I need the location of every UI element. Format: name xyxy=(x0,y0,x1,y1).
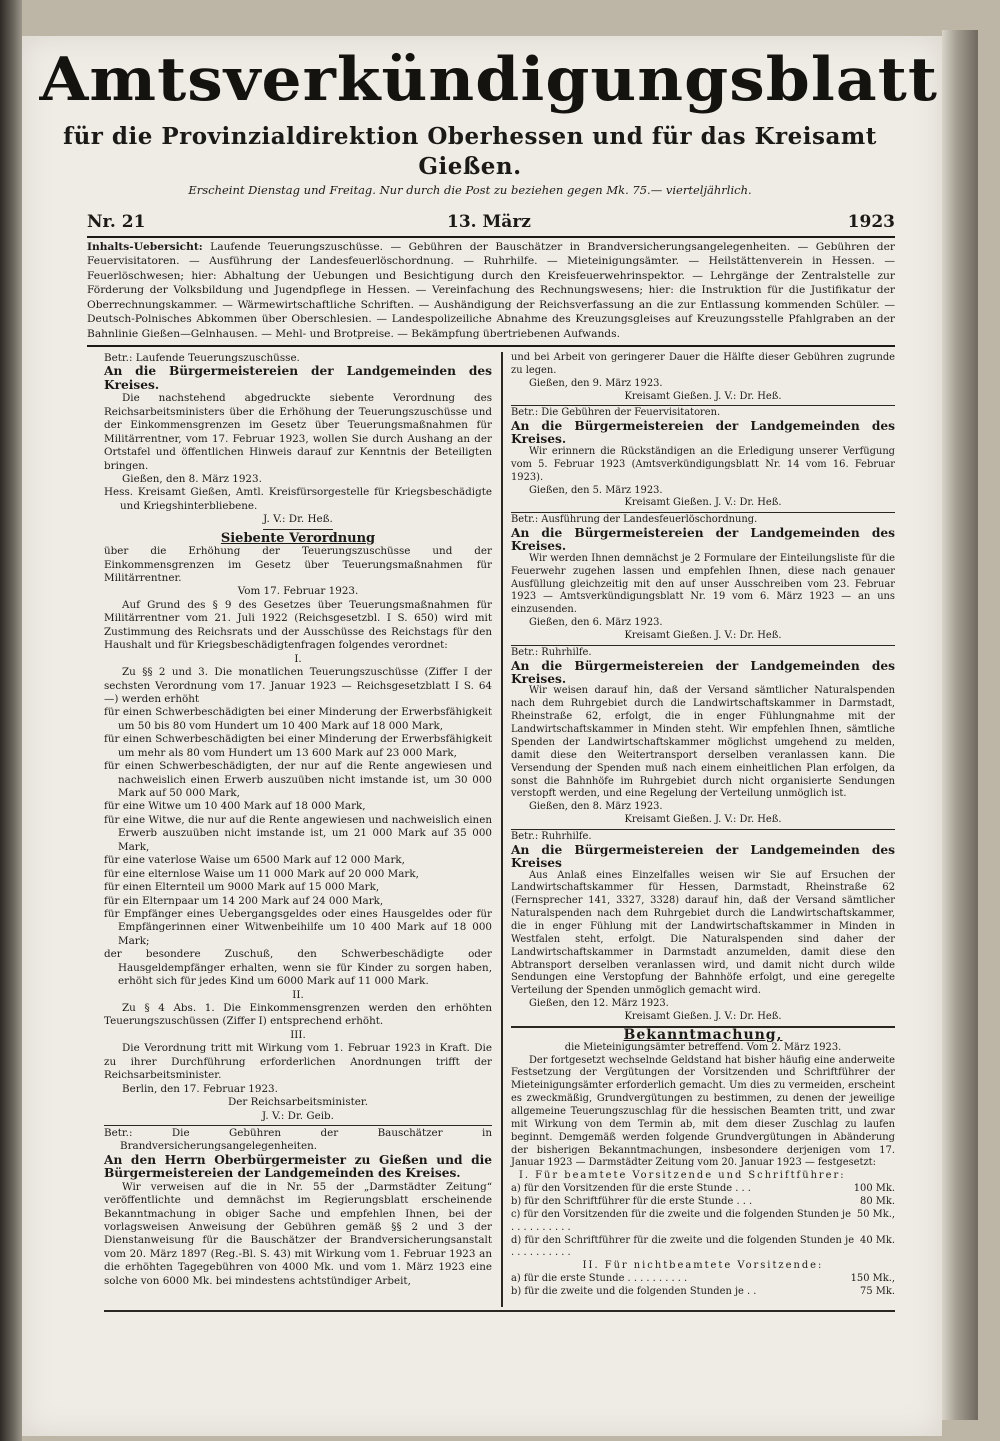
article-body: Die nachstehend abgedruckte siebente Verordnung des Reichsarbeitsministers über die Erhöhung der Teuerungszuschüsse und der Einkommensgrenzen im Gesetz über Teuerungsmaßnahmen für Militärrentner, vom 17. Februar 1923, wollen Sie durch Aushang an der Ortstafel und öffentlichen Hinweis darauf zur Kenntnis der Beteiligten bringen. xyxy=(104,392,492,472)
announcement-title: Bekanntmachung, xyxy=(623,1026,783,1043)
article-addressee: An die Bürgermeistereien der Landgemeinden des Kreises. xyxy=(511,658,895,686)
divider xyxy=(511,512,895,513)
list-item: für einen Schwerbeschädigten, der nur auf die Rente angewiesen und nachweislich einen Erwerb auszuüben nicht imstande ist, um 30 000 Mark auf 50 000 Mark, xyxy=(104,760,492,799)
article-signature: Kreisamt Gießen. J. V.: Dr. Heß. xyxy=(624,1010,782,1022)
article-subject: Betr.: Die Gebühren der Feuervisitatoren. xyxy=(511,407,721,419)
article-subject: Betr.: Ausführung der Landesfeuerlöschordnung. xyxy=(511,514,758,526)
issue-date: 13. März xyxy=(447,212,531,232)
list-item: für einen Schwerbeschädigten bei einer Minderung der Erwerbsfähigkeit um 50 bis 80 vom Hundert um 10 400 Mark auf 18 000 Mark, xyxy=(104,706,492,732)
fee-amount: 40 Mk. xyxy=(860,1234,895,1246)
article-body-continued: und bei Arbeit von geringerer Dauer die Hälfte dieser Gebühren zugrunde zu legen. xyxy=(511,352,895,376)
article-addressee: An die Bürgermeistereien der Landgemeinden des Kreises xyxy=(511,842,895,870)
table-of-contents xyxy=(87,240,895,347)
fee-amount: 75 Mk. xyxy=(860,1286,895,1298)
article-place-date: Gießen, den 6. März 1923. xyxy=(529,617,663,629)
book-spine-shadow xyxy=(0,0,22,1441)
article-signature: J. V.: Dr. Heß. xyxy=(263,513,333,526)
list-item: für Empfänger eines Uebergangsgeldes oder eines Hausgeldes oder für Empfängerinnen einer Witwenbeihilfe um 10 400 Mark auf 18 000 Mark; xyxy=(104,907,492,947)
article-subject: Betr.: Die Gebühren der Bauschätzer in Brandversicherungsangelegenheiten. xyxy=(104,1126,492,1153)
article-signature: Kreisamt Gießen. J. V.: Dr. Heß. xyxy=(624,390,782,402)
ordinance-date: Vom 17. Februar 1923. xyxy=(237,585,359,598)
fee-row xyxy=(511,1209,895,1235)
list-item: der besondere Zuschuß, den Schwerbeschädigte oder Hausgeldempfänger erhalten, wenn sie für Kinder zu sorgen haben, erhöht sich für jedes Kind um 6000 Mark auf 11 000 Mark. xyxy=(104,948,492,988)
page-edge-stack xyxy=(942,30,978,1420)
article-body: Wir weisen darauf hin, daß der Versand sämtlicher Naturalspenden nach dem Ruhrgebiet durch die Landwirtschaftskammer in Darmstadt, Rheinstraße 62, erfolgt, die in enger Fühlungnahme mit der Landwirtschaftskammer in Minden steht. Wir empfehlen Ihnen, sämtliche Spenden der Landwirtschaftskammer möglichst umgehend zu melden, damit diese den Weitertransport derselben veranlassen kann. Die Versendung der Spenden muß nach einem einheitlichen Plan erfolgen, da sonst die Bahnhöfe im Ruhrgebiet durch nicht organisierte Sendungen verstopft werden, und eine Regelung der Verteilung unmöglich ist. xyxy=(511,685,895,800)
article-place-date: Gießen, den 8. März 1923. xyxy=(529,801,663,813)
list-item: für eine Witwe, die nur auf die Rente angewiesen und nachweislich einen Erwerb auszuüben nicht imstande ist, um 21 000 Mark auf 35 000 Mark, xyxy=(104,813,492,853)
fee-row xyxy=(511,1286,895,1299)
fee-row xyxy=(511,1183,895,1196)
divider xyxy=(263,529,333,530)
issue-line xyxy=(87,212,895,238)
article-place-date: Gießen, den 12. März 1923. xyxy=(529,998,669,1010)
divider xyxy=(104,1125,492,1126)
ordinance-preamble: Auf Grund des § 9 des Gesetzes über Teuerungsmaßnahmen für Militärrentner vom 21. Juli 1922 (Reichsgesetzbl. I S. 650) wird mit Zustimmung des Reichsrats und der Ausschüsse des Reichstags für den Haushalt und für Kriegsbeschädigtenfragen folgendes verordnet: xyxy=(104,598,492,652)
fee-group-heading: II. Für nichtbeamtete Vorsitzende: xyxy=(582,1260,824,1272)
ordinance-intro: über die Erhöhung der Teuerungszuschüsse und der Einkommensgrenzen im Gesetz über Teuerungsmaßnahmen für Militärrentner. xyxy=(104,545,492,584)
section-number: II. xyxy=(292,988,304,1001)
issue-number: Nr. 21 xyxy=(87,212,146,232)
list-item: für einen Schwerbeschädigten bei einer Minderung der Erwerbsfähigkeit um mehr als 80 vom Hundert um 13 600 Mark auf 23 000 Mark, xyxy=(104,733,492,759)
contents-text: Laufende Teuerungszuschüsse. — Gebühren der Bauschätzer in Brandversicherungsangelegenheiten. — Gebühren der Feuervisitatoren. — Ausführung der Landesfeuerlöschordnung. — Ruhrhilfe. — Mieteinigungsämter. — Heilstättenverein in Hessen. — Feuerlöschwesen; hier: Abhaltung der Uebungen und Besichtigung durch den Kreisfeuerwehrinspektor. — Lehrgänge der Zentralstelle zur Förderung der Volksbildung und Jugendpflege in Hessen. — Vereinfachung des Rechnungswesens; hier: die Instruktion für die Justifikatur der Oberrechnungskammer. — Wärmewirtschaftliche Schriften. — Aushändigung der Reichsverfassung an die zur Entlassung kommenden Schüler. — Deutsch-Polnisches Abkommen über Oberschlesien. — Landespolizeiliche Abnahme des Kreuzungsgleises auf Kreuzungsstelle Pfahlgraben an der Bahnlinie Gießen—Gelnhausen. — Mehl- und Brotpreise. — Bekämpfung übertriebenen Aufwands. xyxy=(87,240,895,340)
article-addressee: An den Herrn Oberbürgermeister zu Gießen und die Bürgermeistereien der Landgemeinden des Kreises. xyxy=(104,1152,492,1181)
newspaper-subtitle: für die Provinzialdirektion Oberhessen und für das Kreisamt Gießen. xyxy=(63,123,877,180)
article-body: Wir werden Ihnen demnächst je 2 Formulare der Einteilungsliste für die Feuerwehr zugehen lassen und empfehlen Ihnen, diese nach genauer Ausfüllung gleichzeitig mit den auf unser Ausschreiben vom 23. Februar 1923 — Amtsverkündigungsblatt Nr. 19 vom 6. März 1923 — an uns einzusenden. xyxy=(511,552,895,616)
fee-item: c) für den Vorsitzenden für die zweite und die folgenden Stunden je . . . . . . . . . . xyxy=(511,1208,851,1233)
article-signature: Kreisamt Gießen. J. V.: Dr. Heß. xyxy=(624,497,782,509)
article-place-date: Gießen, den 5. März 1923. xyxy=(529,484,663,496)
article-body: Wir verweisen auf die in Nr. 55 der „Darmstädter Zeitung“ veröffentlichte und demnächst im Regierungsblatt erscheinende Bekanntmachung in obiger Sache und empfehlen Ihnen, bei der vorlagsweisen Anweisung der Gebühren gemäß §§ 2 und 3 der Dienstanweisung für die Bauschätzer der Brandversicherungsanstalt vom 20. März 1897 (Reg.-Bl. S. 43) mit Wirkung vom 1. Februar 1923 an die erhöhten Tagegebühren von 4000 Mk. und vom 1. März 1923 eine solche von 6000 Mk. bei mindestens achtstündiger Arbeit, xyxy=(104,1180,492,1287)
fee-item: b) für den Schriftführer für die erste Stunde . . . xyxy=(511,1196,753,1207)
announcement-body: Der fortgesetzt wechselnde Geldstand hat bisher häufig eine anderweite Festsetzung der Vergütungen der Vorsitzenden und Schriftführer der Mieteinigungsämter erforderlich gemacht. Um dies zu vermeiden, erscheint es zweckmäßig, Grundvergütungen zu bestimmen, zu denen der jeweilige allgemeine Teuerungszuschlag für die hessischen Beamten tritt, und zwar mit Wirkung von dem Termin ab, mit dem dieser Zuschlag zu laufen beginnt. Demgemäß werden folgende Grundvergütungen in Abänderung der bisherigen Bekanntmachungen, insbesondere derjenigen vom 17. Januar 1923 — Darmstädter Zeitung vom 20. Januar 1923 — festgesetzt: xyxy=(511,1054,895,1169)
fee-row xyxy=(511,1273,895,1286)
article-body: Aus Anlaß eines Einzelfalles weisen wir Sie auf Ersuchen der Landwirtschaftskammer für Hessen, Darmstadt, Rheinstraße 62 (Fernsprecher 141, 3327, 3328) darauf hin, daß der Versand sämtlicher Naturalspenden nach dem Ruhrgebiet durch die Landwirtschaftskammer, die in enger Fühlung mit der Landwirtschaftskammer in Minden in Westfalen steht, erfolgt. Die Naturalspenden sind daher der Landwirtschaftskammer in Darmstadt anzumelden, damit diese den Abtransport derselben veranlassen wird, und damit nicht durch wilde Sendungen eine Verstopfung der Bahnhöfe erfolgt, und eine geregelte Verteilung der Spenden unmöglich gemacht wird. xyxy=(511,869,895,997)
article-subject: Betr.: Ruhrhilfe. xyxy=(511,830,592,842)
article-place-date: Gießen, den 8. März 1923. xyxy=(122,472,262,485)
article-place-date: Gießen, den 9. März 1923. xyxy=(529,377,663,389)
section-number: III. xyxy=(290,1028,306,1041)
ordinance-minister: Der Reichsarbeitsminister. xyxy=(227,1096,369,1109)
fee-item: a) für die erste Stunde . . . . . . . . . . xyxy=(511,1273,688,1285)
fee-amount: 80 Mk. xyxy=(860,1196,895,1207)
bottom-rule xyxy=(104,1310,895,1312)
article-signature: Kreisamt Gießen. J. V.: Dr. Heß. xyxy=(624,630,782,642)
left-column xyxy=(104,352,492,1288)
section-text: Zu § 4 Abs. 1. Die Einkommensgrenzen werden den erhöhten Teuerungszuschüssen (Ziffer I) entsprechend erhöht. xyxy=(104,1002,492,1028)
article-body: Wir erinnern die Rückständigen an die Erledigung unserer Verfügung vom 5. Februar 1923 (Amtsverkündigungsblatt Nr. 14 vom 16. Februar 1923). xyxy=(511,446,895,483)
issue-year: 1923 xyxy=(847,212,895,232)
section-number: I. xyxy=(294,652,302,665)
divider xyxy=(511,405,895,406)
ordinance-title: Siebente Verordnung xyxy=(220,530,376,546)
right-column xyxy=(511,352,895,1299)
newspaper-title: Amtsverkündigungsblatt xyxy=(39,45,939,115)
fee-item: b) für die zweite und die folgenden Stunden je . . xyxy=(511,1286,757,1298)
article-subject: Betr.: Ruhrhilfe. xyxy=(511,646,592,658)
contents-label: Inhalts-Uebersicht: xyxy=(87,240,203,253)
fee-amount: 150 Mk., xyxy=(850,1273,895,1285)
list-item: für einen Elternteil um 9000 Mark auf 15 000 Mark, xyxy=(104,881,380,894)
article-addressee: An die Bürgermeistereien der Landgemeinden des Kreises. xyxy=(511,419,895,447)
list-item: für ein Elternpaar um 14 200 Mark auf 24 000 Mark, xyxy=(104,894,384,907)
publication-note: Erscheint Dienstag und Freitag. Nur durch die Post zu beziehen gegen Mk. 75.— vierteljährlich. xyxy=(188,183,752,197)
list-item: für eine elternlose Waise um 11 000 Mark auf 20 000 Mark, xyxy=(104,867,419,880)
ordinance-place-date: Berlin, den 17. Februar 1923. xyxy=(122,1082,278,1095)
list-item: für eine Witwe um 10 400 Mark auf 18 000 Mark, xyxy=(104,800,366,813)
fee-item: d) für den Schriftführer für die zweite und die folgenden Stunden je . . . . . . . . . . xyxy=(511,1234,855,1259)
fee-amount: 100 Mk. xyxy=(853,1183,895,1195)
fee-row xyxy=(511,1235,895,1261)
article-addressee: An die Bürgermeistereien der Landgemeinden des Kreises. xyxy=(511,526,895,554)
announcement-subtitle: die Mieteinigungsämter betreffend. Vom 2. März 1923. xyxy=(564,1041,842,1053)
article-signature: Kreisamt Gießen. J. V.: Dr. Heß. xyxy=(624,814,782,826)
article-subject: Betr.: Laufende Teuerungszuschüsse. xyxy=(104,352,300,364)
article-office: Hess. Kreisamt Gießen, Amtl. Kreisfürsorgestelle für Kriegsbeschädigte und Kriegshinterbliebene. xyxy=(104,486,492,512)
masthead xyxy=(39,40,939,198)
list-item: für eine vaterlose Waise um 6500 Mark auf 12 000 Mark, xyxy=(104,854,405,867)
article-addressee: An die Bürgermeistereien der Landgemeinden des Kreises. xyxy=(104,364,492,392)
divider xyxy=(511,645,895,646)
column-rule xyxy=(501,352,503,1307)
divider xyxy=(511,829,895,830)
fee-amount: 50 Mk., xyxy=(856,1208,895,1220)
fee-group-heading: I. Für beamtete Vorsitzende und Schriftführer: xyxy=(519,1170,846,1182)
ordinance-signature: J. V.: Dr. Geib. xyxy=(262,1109,334,1122)
section-text: Die Verordnung tritt mit Wirkung vom 1. Februar 1923 in Kraft. Die zu ihrer Durchführung erforderlichen Anordnungen trifft der Reichsarbeitsminister. xyxy=(104,1042,492,1082)
fee-item: a) für den Vorsitzenden für die erste Stunde . . . xyxy=(511,1183,751,1195)
section-text: Zu §§ 2 und 3. Die monatlichen Teuerungszuschüsse (Ziffer I der sechsten Verordnung vom 17. Januar 1923 — Reichsgesetzblatt I S. 64 —) werden erhöht xyxy=(104,666,492,705)
fee-row xyxy=(511,1196,895,1209)
